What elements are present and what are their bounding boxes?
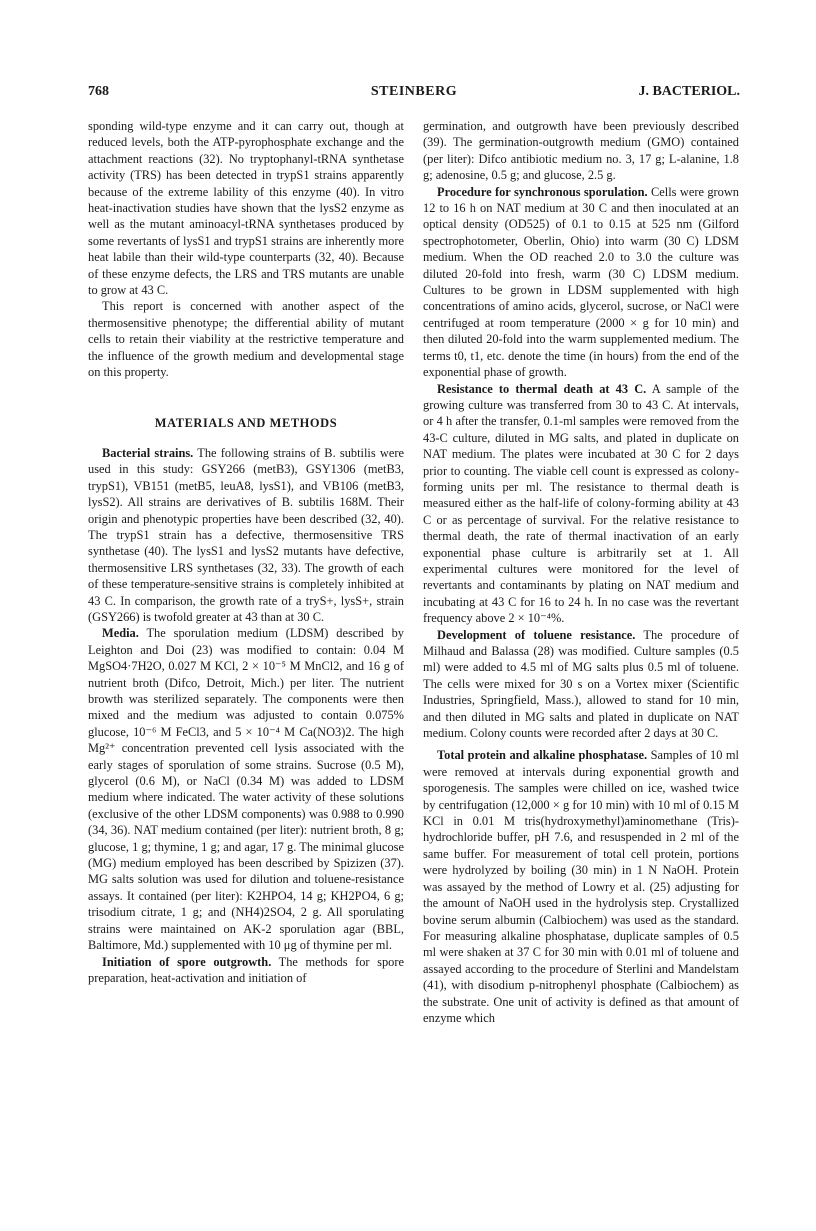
page-header (88, 84, 740, 104)
resistance-heading: Resistance to thermal death at 43 C. (437, 381, 647, 396)
outgrowth-heading: Initiation of spore outgrowth. (102, 954, 272, 969)
outgrowth-text: The methods for spore preparation, heat-activation and initiation of (88, 954, 404, 985)
running-journal: J. BACTERIOL. (638, 84, 740, 99)
sync-text: Cells were grown 12 to 16 h on NAT medium at 30 C and then inoculated at an optical density (OD525) of 0.1 to 0.15 at 525 nm (Gilford spectrophotometer, Oberlin, Ohio) into warm (30 C) LDSM medium. When the OD reached 2.0 to 3.0 the culture was diluted 20-fold into fresh, warm (30 C) LDSM medium. Cultures to be grown in LDSM supplemented with high concentrations of amino acids, glycerol, sucrose, or NaCl were centrifuged at room temperature (2000 × g for 10 min) and then diluted 20-fold into the warm supplemented medium. The terms t0, t1, etc. denote the time (in hours) from the end of the exponential phase of growth. (423, 184, 739, 380)
left-column (88, 118, 404, 986)
resistance-paragraph (423, 381, 739, 627)
sync-heading: Procedure for synchronous sporulation. (437, 184, 648, 199)
sync-paragraph (423, 184, 739, 381)
strains-text: The following strains of B. subtilis were used in this study: GSY266 (metB3), GSY1306 (metB3, trypS1), VB151 (metB5, leuA8, lysS1), and VB106 (metB3, lysS2). All strains are derivatives of B. subtilis 168M. Their origin and phenotypic properties have been described (32, 40). The trypS1 strain has a defective, thermosensitive TRS synthetase (40). The lysS1 and lysS2 mutants have defective, thermosensitive LRS synthetases (32, 33). The growth of each of these temperature-sensitive strains is completely inhibited at 43 C. In comparison, the growth rate of a tryS+, lysS+, strain (GSY266) is twofold greater at 43 than at 30 C. (88, 445, 404, 624)
running-author: STEINBERG (370, 84, 458, 99)
continued-paragraph: germination, and outgrowth have been previously described (39). The germination-outgrowth medium (GMO) contained (per liter): Difco antibiotic medium no. 3, 17 g; L-alanine, 1.8 g; adenosine, 0.5 g; and glucose, 2.5 g. (423, 119, 739, 183)
media-text: The sporulation medium (LDSM) described by Leighton and Doi (23) was modified to contain: 0.04 M MgSO4·7H2O, 0.027 M KCl, 2 × 10⁻⁵ M MnCl2, and 16 g of nutrient broth (Difco, Detroit, Mich.) per liter. The nutrient browth was sterilized separately. The components were then mixed and the medium was adjusted to contain 0.075% glucose, 10⁻⁶ M FeCl3, and 5 × 10⁻⁴ M Ca(NO3)2. The high Mg²⁺ concentration prevented cell lysis associated with the early stages of sporulation of some strains. Sucrose (0.5 M), glycerol (0.6 M), or NaCl (0.34 M) was added to LDSM medium where indicated. The water activity of these solutions (exclusive of the other LDSM components) was 0.988 to 0.990 (34, 36). NAT medium contained (per liter): nutrient broth, 8 g; glucose, 1 g; thymine, 1 g; and agar, 17 g. The minimal glucose (MG) medium employed has been described by Spizizen (37). MG salts solution was used for dilution and toluene-resistance assays. It contained (per liter): K2HPO4, 14 g; KH2PO4, 6 g; trisodium citrate, 1 g; and (NH4)2SO4, 2 g. All sporulating strains were maintained on AK-2 sporulation agar (BBL, Baltimore, Md.) supplemented with 10 μg of thymine per ml. (88, 626, 405, 953)
media-heading: Media. (102, 626, 139, 641)
protein-paragraph (423, 747, 739, 1026)
toluene-heading: Development of toluene resistance. (437, 627, 636, 642)
protein-text: Samples of 10 ml were removed at intervals during exponential growth and sporogenesis. The samples were chilled on ice, washed twice by centrifugation (12,000 × g for 10 min) with 10 ml of 0.15 M KCl in 0.01 M tris(hydroxymethyl)aminomethane (Tris)-hydrochloride buffer, pH 7.6, and resuspended in 2 ml of the same buffer. For measurement of total cell protein, portions were hydrolyzed by boiling (30 min) in 1 N NaOH. Protein was assayed by the method of Lowry et al. (25) adjusting for the amount of NaOH used in the hydrolysis step. Crystallized bovine serum albumin (Calbiochem) was used as the standard. For measuring alkaline phosphatase, duplicate samples of 0.5 ml were shaken at 37 C for 30 min with 0.01 ml of toluene and assayed according to the procedure of Sterlini and Mandelstam (41), with disodium p-nitrophenyl phosphate (Calbiochem) as the substrate. One unit of activity is defined as that amount of enzyme which (423, 748, 740, 1025)
intro-paragraph-1: sponding wild-type enzyme and it can carry out, though at reduced levels, both the ATP-pyrophosphate exchange and the attachment reactions (32). No tryptophanyl-tRNA synthetase activity (TRS) has been detected in trypS1 strains apparently because of the extreme lability of this enzyme (40). In vitro heat-inactivation studies have shown that the lysS2 enzyme as well as the mutant aminoacyl-tRNA synthetases produced by some revertants of lysS1 and trypS1 strains are inherently more heat labile than their wild-type counterparts (32, 40). Because of these enzyme defects, the LRS and TRS mutants are unable to grow at 43 C. (88, 119, 404, 298)
section-title: MATERIALS AND METHODS (154, 415, 338, 430)
toluene-paragraph (423, 627, 739, 742)
toluene-text: The procedure of Milhaud and Balassa (28) was modified. Culture samples (0.5 ml) were added to 4.5 ml of MG salts plus 0.5 ml of toluene. The cells were mixed for 30 s on a Vortex mixer (Scientific Industries, Springfield, Mass.), allowed to stand for 10 min, and then diluted in MG salts and plated in duplicate on NAT medium. Colony counts were recorded after 2 days at 30 C. (423, 627, 740, 741)
right-column (423, 118, 739, 1026)
page-number: 768 (88, 84, 109, 99)
media-paragraph (88, 625, 404, 953)
protein-heading: Total protein and alkaline phosphatase. (437, 748, 648, 763)
resistance-text: A sample of the growing culture was transferred from 30 to 43 C. At intervals, or 4 h after the transfer, 0.1-ml samples were removed from the 43-C culture, diluted in MG salts, and plated in duplicate on NAT medium. The plates were incubated at 30 C for 2 days prior to counting. The viable cell count is expressed as colony-forming units per ml. The resistance to thermal death is measured either as the half-life of colony-forming ability at 43 C or as percentage of survival. For the relative resistance to thermal death, the rate of thermal inactivation of an early exponential phase culture is arbitrarily set at 1. All experimental cultures were monitored for the level of revertants and contaminants by plating on NAT medium and incubating at 43 C for 16 to 24 h. In no case was the revertant frequency above 2 × 10⁻⁴%. (423, 381, 739, 626)
strains-heading: Bacterial strains. (102, 445, 194, 460)
outgrowth-paragraph (88, 954, 404, 987)
strains-paragraph (88, 445, 404, 625)
intro-paragraph-2: This report is concerned with another aspect of the thermosensitive phenotype; the differential ability of mutant cells to retain their viability at the restrictive temperature and the influence of the growth medium and developmental stage on this property. (88, 299, 404, 380)
